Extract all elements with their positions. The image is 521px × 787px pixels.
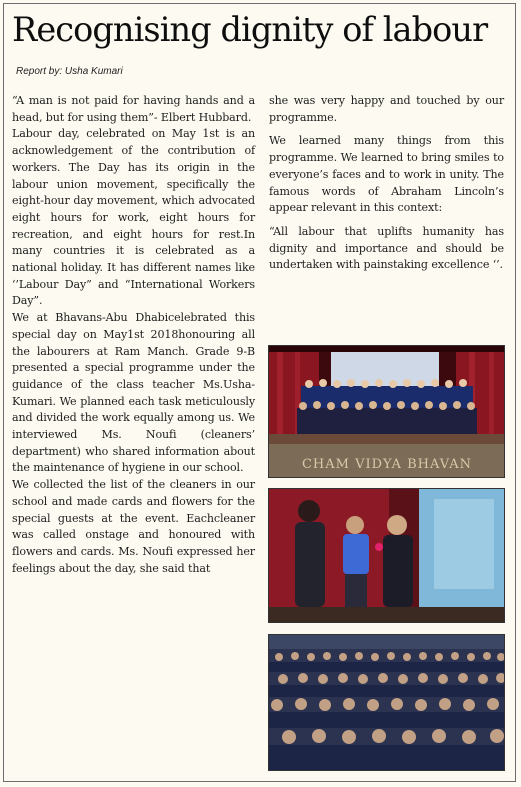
learnings-paragraph: We learned many things from this programme. We learned to bring smiles to everyone’s faces and to work in unity. The famous words of Abraham Lincoln’s appear relevant in this context: bbox=[269, 134, 504, 215]
article-left-column bbox=[12, 93, 255, 577]
audience-photo bbox=[268, 634, 505, 771]
labour-day-paragraph: Labour day, celebrated on May 1st is an acknowledgement of the contribution of workers. The Day has its origin in the labour union movement, specifically the eight-hour day movement, which advocated eight hours for work, eight hours for recreation, and eight hours for rest.In many countries it is celebrated as a national holiday. It has different names like ‘’Labour Day” and “International Workers Day”. bbox=[12, 127, 255, 308]
lincoln-quote-paragraph: “All labour that uplifts humanity has dignity and importance and should be undertaken with painstaking excellence ‘’. bbox=[269, 224, 504, 272]
honouring-photo bbox=[268, 488, 505, 623]
celebration-paragraph: We at Bhavans-Abu Dhabicelebrated this special day on May1st 2018honouring all the labourers at Ram Manch. Grade 9-B presented a special programme under the guidance of the class teacher Ms.Usha-Kumari. We planned each task meticulously and divided the work equally among us. We interviewed Ms. Noufi (cleaners’ department) who shared information about the maintenance of hygiene in our school. bbox=[12, 311, 255, 475]
group-stage-photo bbox=[268, 345, 505, 478]
article-right-column bbox=[269, 93, 504, 281]
cleaners-paragraph: We collected the list of the cleaners in our school and made cards and flowers for the special guests at the event. Eachcleaner was called onstage and honoured with flowers and cards. Ms. Noufi expressed her feelings about the day, she said that bbox=[12, 478, 255, 575]
stage-banner-text: CHAM VIDYA BHAVAN bbox=[301, 457, 473, 472]
article-title: Recognising dignity of labour bbox=[12, 10, 488, 49]
article-byline: Report by: Usha Kumari bbox=[16, 66, 123, 77]
quote-paragraph: “A man is not paid for having hands and a head, but for using them”- Elbert Hubbard. bbox=[12, 94, 255, 124]
continued-paragraph: she was very happy and touched by our programme. bbox=[269, 94, 504, 124]
